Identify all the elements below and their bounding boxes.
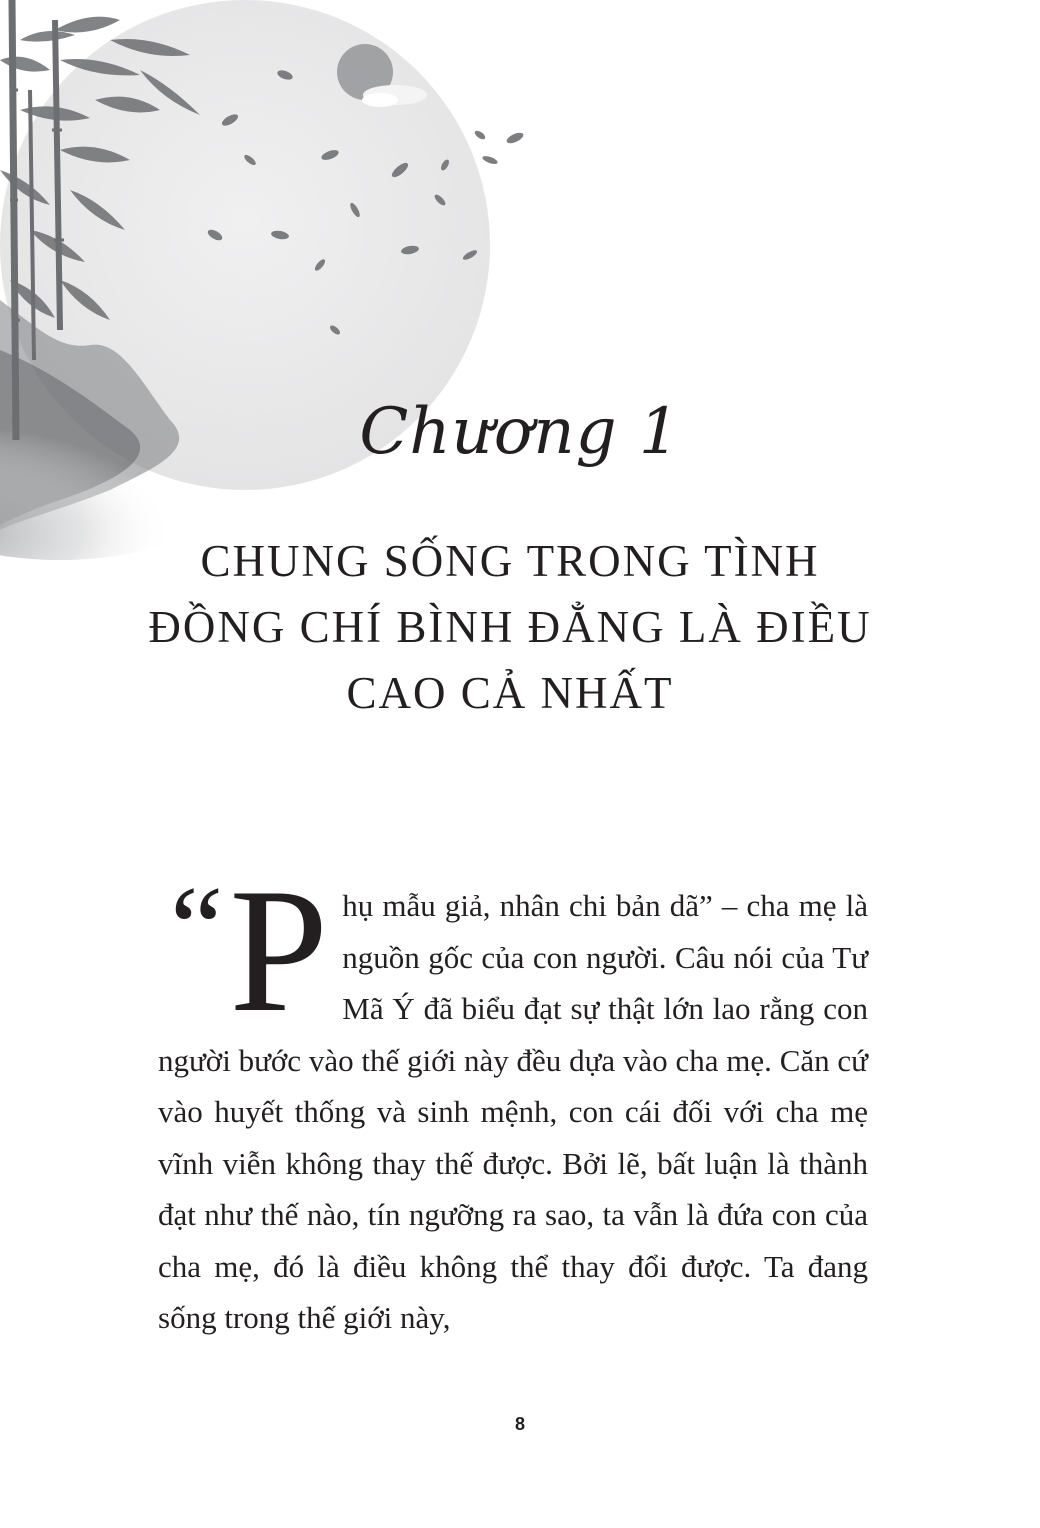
chapter-label: Chương 1 [359,395,681,469]
page-number: 8 [514,1414,525,1434]
chapter-title-line: CHUNG SỐNG TRONG TÌNH [200,536,820,586]
chapter-title [120,528,900,726]
chapter-title-line: ĐỒNG CHÍ BÌNH ĐẲNG LÀ ĐIỀU [148,602,872,652]
chapter-title-line: CAO CẢ NHẤT [346,668,674,718]
drop-cap: P [229,851,329,1049]
opening-quote-mark: “ [170,861,224,994]
chapter-illustration [0,0,1040,620]
body-text: hụ mẫu giả, nhân chi bản dã” – cha mẹ là nguồn gốc của con người. Câu nói của Tư Mã Ý đã biểu đạt sự thật lớn lao rằng con người bước vào thế giới này đều dựa vào cha mẹ. Căn cứ vào huyết thống và sinh mệnh, con cái đối với cha mẹ vĩnh viễn không thay thế được. Bởi lẽ, bất luận là thành đạt như thế nào, tín ngưỡng ra sao, ta vẫn là đứa con của cha mẹ, đó là điều không thể thay đổi được. Ta đang sống trong thế giới này, [158,888,868,1335]
body-paragraph [158,851,868,1344]
ink-painting [0,0,1040,620]
